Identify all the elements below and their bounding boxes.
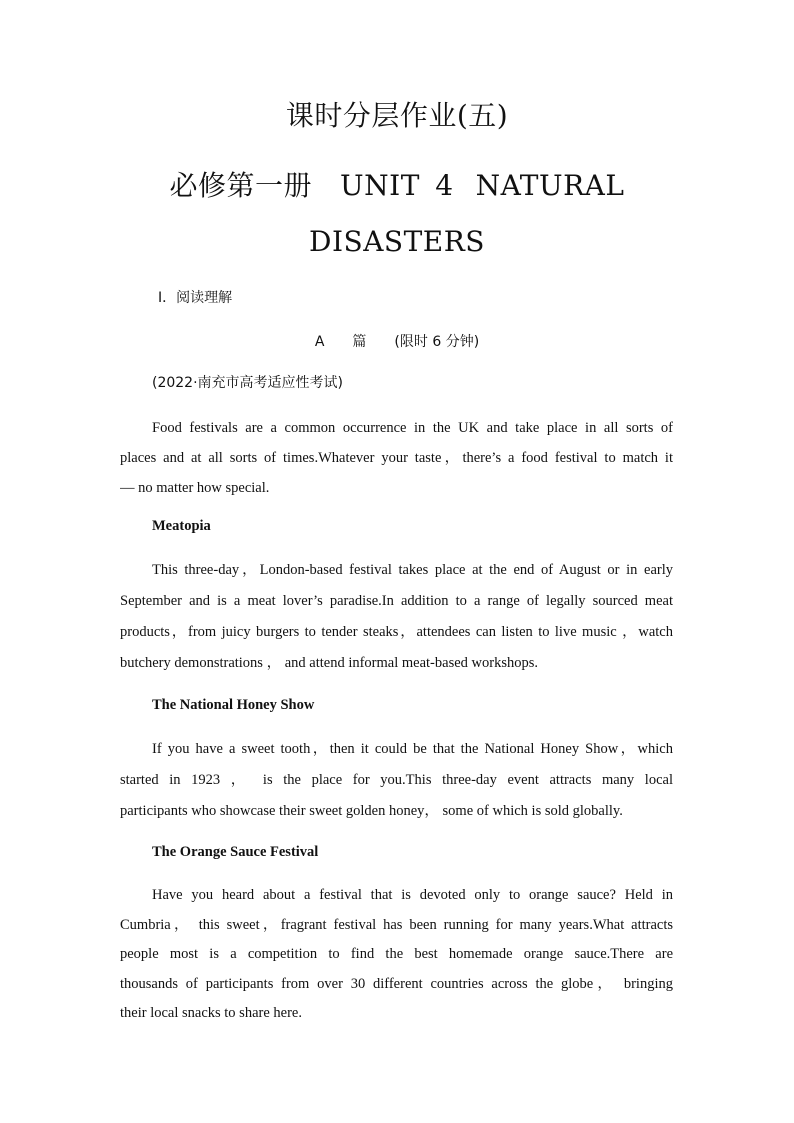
paragraph-line: products，from juicy burgers to tender steaks，attendees can listen to live music ，watch xyxy=(120,624,673,640)
paragraph-line: people most is a competition to find the best homemade orange sauce.There are xyxy=(120,946,673,962)
paragraph-line: their local snacks to share here. xyxy=(120,1005,302,1021)
time-limit: (限时 6 分钟) xyxy=(394,334,480,350)
paragraph-line: thousands of participants from over 30 different countries across the globe， bringing xyxy=(120,975,673,992)
section-heading-orange-sauce: The Orange Sauce Festival xyxy=(152,844,319,860)
section-heading-honey-show: The National Honey Show xyxy=(152,697,315,713)
unit-title-cn: 必修第一册 xyxy=(169,169,313,202)
paragraph-line: September and is a meat lover’s paradise.In addition to a range of legally sourced meat xyxy=(120,593,673,609)
unit-title xyxy=(0,169,794,202)
exam-source: (2022·南充市高考适应性考试) xyxy=(152,375,344,391)
paragraph-line: Have you heard about a festival that is devoted only to orange sauce? Held in xyxy=(152,887,673,903)
unit-title-continued: DISASTERS xyxy=(309,225,485,258)
paragraph-line: — no matter how special. xyxy=(120,480,270,496)
meatopia-paragraph xyxy=(120,560,673,683)
part-letter: A xyxy=(314,334,325,350)
paragraph-line: butchery demonstrations ， and attend informal meat-based workshops. xyxy=(120,655,538,671)
part-label xyxy=(0,335,794,349)
paragraph-line: places and at all sorts of times.Whatever your taste，there’s a food festival to match it xyxy=(120,450,673,466)
paragraph-line: started in 1923 ， is the place for you.This three-day event attracts many local xyxy=(120,772,673,788)
unit-title-number: UNIT 4 xyxy=(340,169,454,202)
part-name: 篇 xyxy=(352,334,367,350)
paragraph-line: participants who showcase their sweet golden honey， some of which is sold globally. xyxy=(120,803,623,819)
paragraph-line: This three-day，London-based festival takes place at the end of August or in early xyxy=(152,562,673,578)
section-heading-meatopia: Meatopia xyxy=(152,518,211,534)
paragraph-line: Cumbria， this sweet，fragrant festival has been running for many years.What attracts xyxy=(120,916,673,933)
paragraph-line: If you have a sweet tooth，then it could be that the National Honey Show，which xyxy=(152,741,673,757)
honey-show-paragraph xyxy=(120,739,673,831)
section-label: Ⅰ．阅读理解 xyxy=(158,290,233,306)
page-title: 课时分层作业(五) xyxy=(285,99,509,132)
orange-sauce-paragraph xyxy=(120,885,673,1033)
unit-title-topic: NATURAL xyxy=(475,169,625,202)
intro-paragraph xyxy=(120,418,673,508)
paragraph-line: Food festivals are a common occurrence in the UK and take place in all sorts of xyxy=(152,420,673,436)
